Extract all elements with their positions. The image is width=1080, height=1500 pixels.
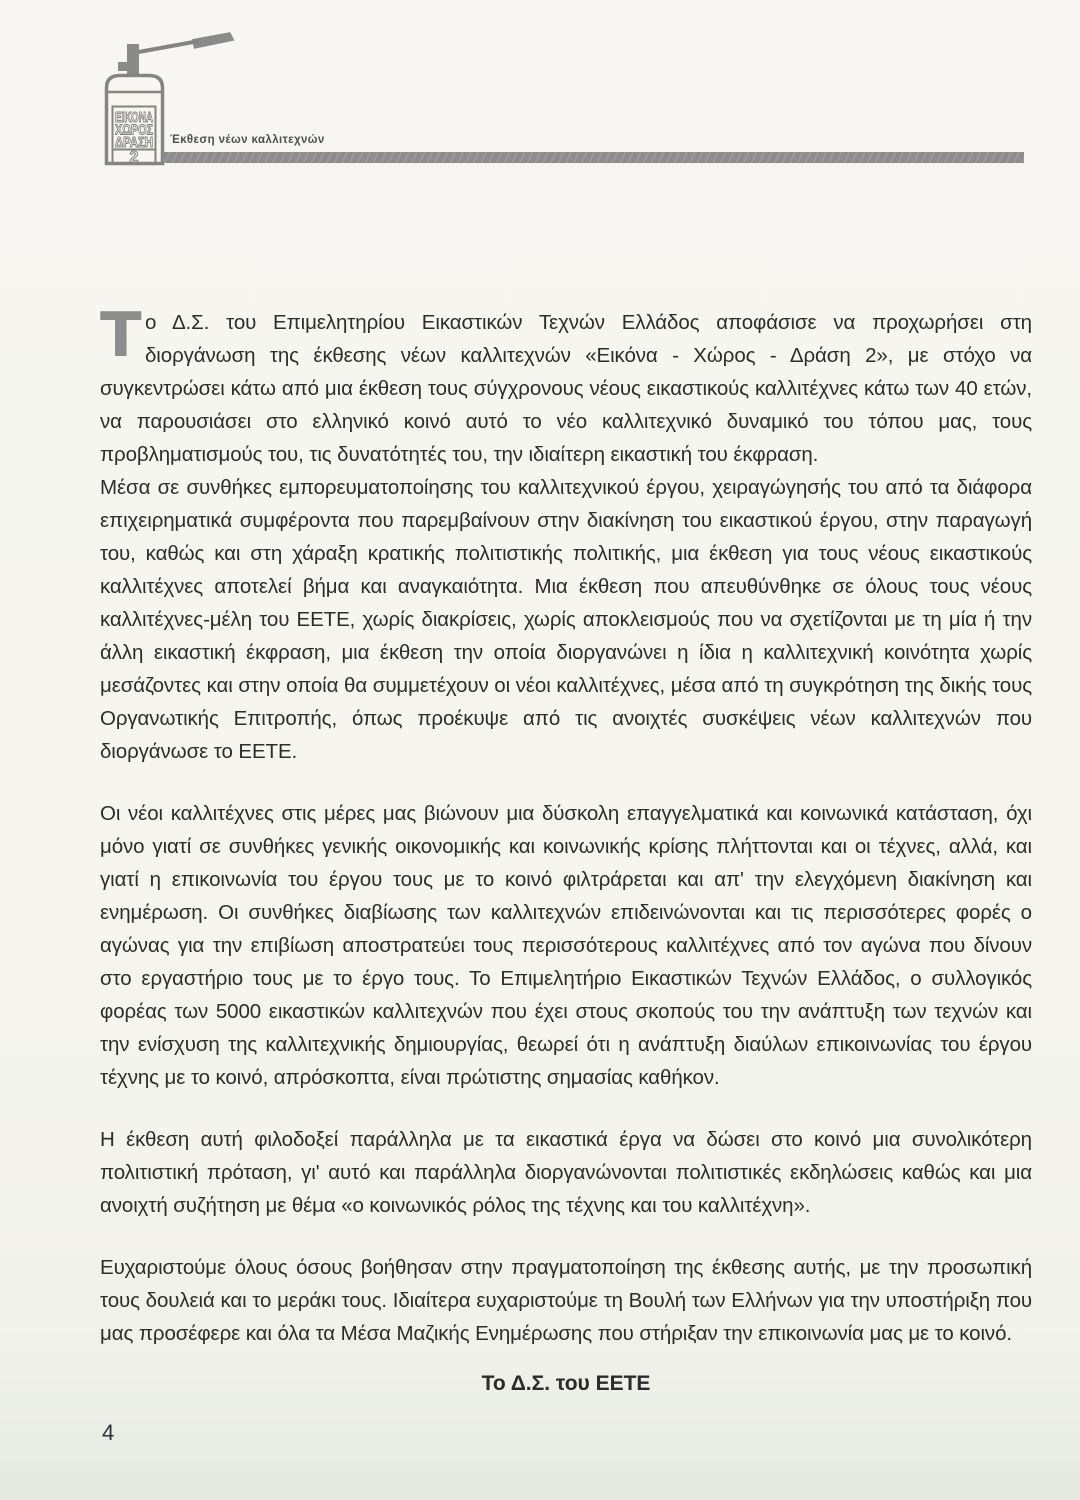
paragraph: Οι νέοι καλλιτέχνες στις μέρες μας βιώνουν μια δύσκολη επαγγελματικά και κοινωνικά κατάσταση, όχι μόνο γιατί σε συνθήκες γενικής οικονομικής και κοινωνικής κρίσης πλήττονται και οι τέχνες, αλλά, και γιατί η επικοινωνία του έργου τους με το κοινό φιλτράρεται και απ' την ελεγχόμενη διακίνηση και ενημέρωση. Οι συνθήκες διαβίωσης των καλλιτεχνών επιδεινώνονται και τις περισσότερες φορές ο αγώνας για την επιβίωση αποστρατεύει τους περισσότερους καλλιτέχνες από τον αγώνα που δίνουν στο εργαστήριο τους με το έργο τους. Το Επιμελητήριο Εικαστικών Τεχνών Ελλάδος, ο συλλογικός φορέας των 5000 εικαστικών καλλιτεχνών που έχει στους σκοπούς του την ανάπτυξη των τεχνών και την ενίσχυση της καλλιτεχνικής δημιουργίας, θεωρεί ότι η ανάπτυξη διαύλων επικοινωνίας του έργου τέχνης με το κοινό, απρόσκοπτα, είναι πρώτιστης σημασίας καθήκον.: [100, 802, 1032, 1089]
paragraph: Ευχαριστούμε όλους όσους βοήθησαν στην πραγματοποίηση της έκθεσης αυτής, με την προσωπική τους δουλειά και το μεράκι τους. Ιδιαίτερα ευχαριστούμε τη Βουλή των Ελλήνων για την υποστήριξη που μας προσέφερε και όλα τα Μέσα Μαζικής Ενημέρωσης που στήριξαν την επικοινωνία μας με το κοινό.: [100, 1256, 1032, 1345]
paragraph: Μέσα σε συνθήκες εμπορευματοποίησης του καλλιτεχνικού έργου, χειραγώγησής του από τα διάφορα επιχειρηματικά συμφέροντα που παρεμβαίνουν στην διακίνηση του εικαστικού έργου, στην παραγωγή του, καθώς και στη χάραξη κρατικής πολιτιστικής πολιτικής, μια έκθεση για τους νέους εικαστικούς καλλιτέχνες αποτελεί βήμα και αναγκαιότητα. Μια έκθεση που απευθύνθηκε σε όλους τους νέους καλλιτέχνες-μέλη του ΕΕΤΕ, χωρίς διακρίσεις, χωρίς αποκλεισμούς που να σχετίζονται με τη μία ή την άλλη εικαστική έκφραση, μια έκθεση την οποία διοργανώνει η ίδια η καλλιτεχνική κοινότητα χωρίς μεσάζοντες και στην οποία θα συμμετέχουν οι νέοι καλλιτέχνες, μέσα από τη συγκρότηση της δικής τους Οργανωτικής Επιτροπής, όπως προέκυψε από τις ανοιχτές συσκέψεις νέων καλλιτεχνών που διοργάνωσε το ΕΕΤΕ.: [100, 476, 1032, 763]
page-number: 4: [102, 1420, 115, 1445]
drop-cap: Τ: [100, 300, 142, 371]
signature-line: Το Δ.Σ. του ΕΕΤΕ: [481, 1372, 651, 1395]
header-rule: [163, 152, 1024, 163]
logo-edition-number: 2: [129, 149, 139, 166]
logo-tagline: Έκθεση νέων καλλιτεχνών: [170, 134, 325, 146]
logo-title-line: ΔΡΑΣΗ: [115, 135, 153, 151]
paragraph-text: ο Δ.Σ. του Επιμελητηρίου Εικαστικών Τεχνών Ελλάδος αποφάσισε να προχωρήσει στη διοργάνωση της έκθεσης νέων καλλιτεχνών «Εικόνα - Χώρος - Δράση 2», με στόχο να συγκεντρώσει κάτω από μια έκθεση τους σύγχρονους νέους εικαστικούς καλλιτέχνες κάτω των 40 ετών, να παρουσιάσει στο ελληνικό κοινό αυτό το νέο καλλιτεχνικό δυναμικό του τόπου μας, τους προβληματισμούς του, τις δυνατότητές του, την ιδιαίτερη εικαστική του έκφραση.: [100, 311, 1032, 466]
logo-title-line: ΕΙΚΟΝΑ: [115, 110, 154, 126]
paragraph: [100, 300, 1032, 471]
paragraph: Η έκθεση αυτή φιλοδοξεί παράλληλα με τα εικαστικά έργα να δώσει στο κοινό μια συνολικότερη πολιτιστική πρόταση, γι' αυτό και παράλληλα διοργανώνονται πολιτιστικές εκδηλώσεις καθώς και μια ανοιχτή συζήτηση με θέμα «ο κοινωνικός ρόλος της τέχνης και του καλλιτέχνη».: [100, 1128, 1032, 1217]
article-body: [100, 300, 1032, 1350]
pump-stem: [127, 44, 139, 76]
spray-handle: [133, 41, 199, 53]
logo-title-line: ΧΩΡΟΣ: [115, 122, 154, 139]
valve-knob: [118, 62, 128, 71]
